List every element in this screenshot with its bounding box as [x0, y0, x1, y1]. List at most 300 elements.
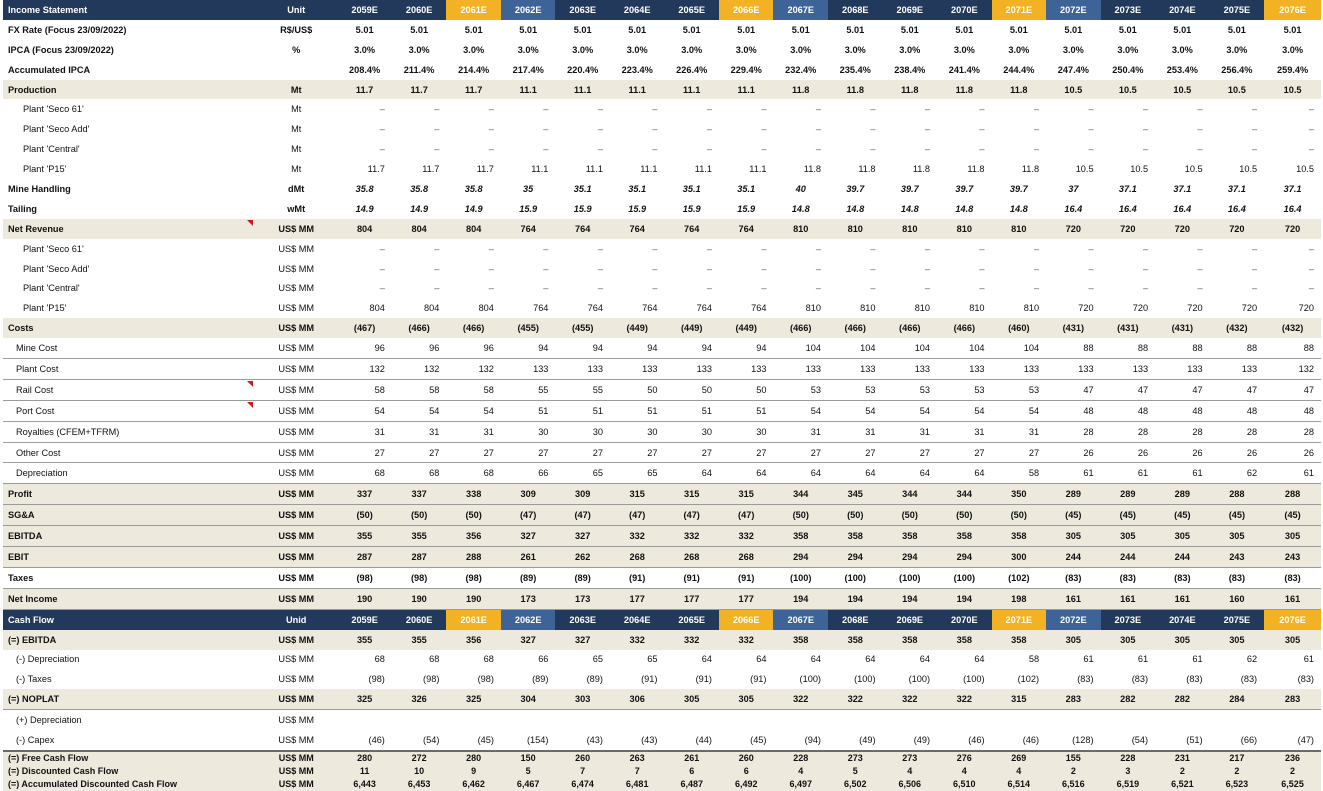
row-unit[interactable]: US$ MM: [278, 243, 315, 254]
value-cell[interactable]: –: [979, 104, 985, 115]
value-cell[interactable]: (431): [1046, 318, 1101, 338]
value-cell[interactable]: 177: [664, 588, 719, 609]
value-cell[interactable]: 68: [337, 463, 392, 484]
row-label[interactable]: (+) Depreciation: [16, 715, 82, 726]
value-cell[interactable]: 27: [501, 442, 556, 463]
value-cell[interactable]: 177: [610, 588, 665, 609]
value-cell[interactable]: 804: [424, 303, 440, 314]
value-cell[interactable]: 358: [828, 526, 883, 547]
value-cell[interactable]: 58: [992, 463, 1047, 484]
value-cell[interactable]: 272: [392, 751, 447, 765]
value-cell[interactable]: –: [434, 283, 440, 294]
value-cell[interactable]: 51: [719, 400, 774, 421]
value-cell[interactable]: 15.9: [737, 203, 756, 214]
value-cell[interactable]: 3.0%: [844, 44, 866, 55]
value-cell[interactable]: –: [815, 124, 821, 135]
value-cell[interactable]: 68: [483, 654, 494, 665]
value-cell[interactable]: 132: [392, 359, 447, 380]
value-cell[interactable]: (102): [992, 567, 1047, 588]
value-cell[interactable]: 10.5: [1101, 80, 1156, 100]
value-cell[interactable]: (460): [992, 318, 1047, 338]
value-cell[interactable]: 358: [937, 630, 992, 650]
value-cell[interactable]: 26: [1210, 442, 1265, 463]
value-cell[interactable]: 3.0%: [1282, 44, 1304, 55]
row-unit[interactable]: US$ MM: [278, 715, 315, 726]
value-cell[interactable]: –: [706, 243, 712, 254]
row-unit[interactable]: wMt: [287, 203, 306, 214]
value-cell[interactable]: 26: [1155, 442, 1210, 463]
value-cell[interactable]: 11.8: [1021, 164, 1040, 175]
value-cell[interactable]: –: [1252, 104, 1258, 115]
value-cell[interactable]: 94: [664, 338, 719, 358]
value-cell[interactable]: –: [434, 263, 440, 274]
value-cell[interactable]: 51: [501, 400, 556, 421]
row-unit[interactable]: US$ MM: [278, 303, 315, 314]
value-cell[interactable]: 4: [992, 765, 1047, 778]
value-cell[interactable]: 53: [883, 379, 938, 400]
value-cell[interactable]: 96: [392, 338, 447, 358]
value-cell[interactable]: 31: [937, 421, 992, 442]
value-cell[interactable]: 10: [392, 765, 447, 778]
value-cell[interactable]: 64: [773, 463, 828, 484]
value-cell[interactable]: (89): [501, 567, 556, 588]
row-unit[interactable]: US$ MM: [255, 751, 337, 765]
value-cell[interactable]: 30: [719, 421, 774, 442]
value-cell[interactable]: 16.4: [1064, 203, 1083, 214]
value-cell[interactable]: 315: [719, 484, 774, 505]
value-cell[interactable]: 11.1: [585, 164, 603, 175]
value-cell[interactable]: 14.8: [846, 203, 865, 214]
value-cell[interactable]: 5.01: [628, 24, 647, 35]
value-cell[interactable]: 37.1: [1283, 183, 1302, 194]
value-cell[interactable]: 325: [446, 689, 501, 709]
year-header[interactable]: 2075E: [1210, 609, 1265, 629]
year-header[interactable]: 2074E: [1155, 0, 1210, 20]
row-label[interactable]: IPCA (Focus 23/09/2022): [8, 44, 114, 55]
value-cell[interactable]: 133: [1155, 359, 1210, 380]
value-cell[interactable]: (94): [773, 730, 828, 751]
income-statement-title[interactable]: Income Statement: [3, 0, 255, 20]
value-cell[interactable]: 16.4: [1118, 203, 1137, 214]
value-cell[interactable]: 243: [1210, 547, 1265, 568]
value-cell[interactable]: 64: [828, 463, 883, 484]
row-label[interactable]: Costs: [3, 318, 255, 338]
year-header[interactable]: 2061E: [446, 0, 501, 20]
value-cell[interactable]: 10.5: [1239, 164, 1258, 175]
value-cell[interactable]: 720: [1078, 303, 1094, 314]
value-cell[interactable]: 61: [1046, 463, 1101, 484]
value-cell[interactable]: 7: [610, 765, 665, 778]
value-cell[interactable]: 11.8: [967, 164, 985, 175]
comment-flag-icon[interactable]: [247, 402, 253, 408]
value-cell[interactable]: 88: [1101, 338, 1156, 358]
value-cell[interactable]: 804: [337, 219, 392, 239]
value-cell[interactable]: 269: [992, 751, 1047, 765]
value-cell[interactable]: (91): [610, 567, 665, 588]
value-cell[interactable]: 66: [538, 654, 549, 665]
value-cell[interactable]: 804: [392, 219, 447, 239]
value-cell[interactable]: –: [1088, 243, 1094, 254]
value-cell[interactable]: (50): [937, 505, 992, 526]
value-cell[interactable]: (89): [532, 674, 549, 685]
value-cell[interactable]: 65: [555, 463, 610, 484]
value-cell[interactable]: –: [706, 124, 712, 135]
row-unit[interactable]: US$ MM: [255, 778, 337, 791]
value-cell[interactable]: –: [924, 283, 931, 294]
value-cell[interactable]: (50): [883, 505, 938, 526]
value-cell[interactable]: 5.01: [955, 24, 974, 35]
value-cell[interactable]: –: [597, 104, 603, 115]
value-cell[interactable]: 355: [337, 630, 392, 650]
year-header[interactable]: 2076E: [1264, 0, 1321, 20]
value-cell[interactable]: 3.0%: [517, 44, 539, 55]
value-cell[interactable]: 28: [1210, 421, 1265, 442]
value-cell[interactable]: 94: [610, 338, 665, 358]
value-cell[interactable]: 11.1: [664, 80, 719, 100]
value-cell[interactable]: 133: [937, 359, 992, 380]
value-cell[interactable]: (45): [719, 730, 774, 751]
value-cell[interactable]: 27: [446, 442, 501, 463]
row-label[interactable]: EBIT: [3, 547, 255, 568]
value-cell[interactable]: (45): [1155, 505, 1210, 526]
value-cell[interactable]: –: [1088, 263, 1094, 274]
value-cell[interactable]: 11.8: [858, 164, 876, 175]
value-cell[interactable]: –: [379, 283, 385, 294]
value-cell[interactable]: 247.4%: [1057, 64, 1089, 75]
value-cell[interactable]: 28: [1264, 421, 1321, 442]
value-cell[interactable]: 358: [992, 630, 1047, 650]
value-cell[interactable]: –: [1252, 124, 1258, 135]
value-cell[interactable]: 194: [828, 588, 883, 609]
value-cell[interactable]: 322: [937, 689, 992, 709]
value-cell[interactable]: 306: [610, 689, 665, 709]
value-cell[interactable]: 3.0%: [408, 44, 430, 55]
row-unit[interactable]: US$ MM: [255, 689, 337, 709]
value-cell[interactable]: (49): [828, 730, 883, 751]
value-cell[interactable]: 229.4%: [730, 64, 762, 75]
value-cell[interactable]: 804: [446, 219, 501, 239]
value-cell[interactable]: (100): [883, 567, 938, 588]
row-label[interactable]: Plant 'P15': [23, 164, 67, 175]
value-cell[interactable]: (449): [664, 318, 719, 338]
value-cell[interactable]: 58: [446, 379, 501, 400]
value-cell[interactable]: 133: [664, 359, 719, 380]
value-cell[interactable]: 2: [1046, 765, 1101, 778]
value-cell[interactable]: –: [488, 243, 494, 254]
value-cell[interactable]: 720: [1264, 219, 1321, 239]
value-cell[interactable]: (98): [392, 567, 447, 588]
value-cell[interactable]: (45): [1101, 505, 1156, 526]
value-cell[interactable]: 61: [1137, 654, 1149, 665]
year-header[interactable]: 2068E: [828, 0, 883, 20]
value-cell[interactable]: 11.7: [446, 80, 501, 100]
value-cell[interactable]: 294: [937, 547, 992, 568]
value-cell[interactable]: –: [1308, 263, 1314, 274]
value-cell[interactable]: (466): [828, 318, 883, 338]
value-cell[interactable]: 14.8: [1009, 203, 1028, 214]
value-cell[interactable]: 64: [810, 654, 821, 665]
value-cell[interactable]: –: [1308, 144, 1314, 155]
value-cell[interactable]: 61: [1303, 654, 1314, 665]
value-cell[interactable]: 3.0%: [1171, 44, 1193, 55]
value-cell[interactable]: 253.4%: [1166, 64, 1198, 75]
value-cell[interactable]: 27: [992, 442, 1047, 463]
value-cell[interactable]: (100): [773, 567, 828, 588]
value-cell[interactable]: 6,506: [883, 778, 938, 791]
value-cell[interactable]: –: [488, 124, 494, 135]
value-cell[interactable]: 55: [501, 379, 556, 400]
value-cell[interactable]: 303: [555, 689, 610, 709]
value-cell[interactable]: 54: [392, 400, 447, 421]
value-cell[interactable]: –: [1088, 104, 1094, 115]
value-cell[interactable]: 5.01: [1283, 24, 1302, 35]
value-cell[interactable]: 173: [501, 588, 556, 609]
value-cell[interactable]: 228: [1101, 751, 1156, 765]
value-cell[interactable]: 358: [883, 630, 938, 650]
value-cell[interactable]: –: [979, 124, 985, 135]
value-cell[interactable]: 10.5: [1264, 80, 1321, 100]
value-cell[interactable]: 332: [664, 630, 719, 650]
value-cell[interactable]: –: [543, 283, 549, 294]
value-cell[interactable]: –: [1142, 124, 1149, 135]
value-cell[interactable]: 68: [446, 463, 501, 484]
value-cell[interactable]: –: [924, 124, 931, 135]
value-cell[interactable]: (466): [937, 318, 992, 338]
value-cell[interactable]: (47): [555, 505, 610, 526]
value-cell[interactable]: 27: [719, 442, 774, 463]
row-label[interactable]: Port Cost: [3, 400, 255, 421]
year-header[interactable]: 2067E: [773, 0, 828, 20]
value-cell[interactable]: 10.5: [1155, 80, 1210, 100]
row-unit[interactable]: Mt: [291, 164, 302, 175]
row-label[interactable]: Net Income: [3, 588, 255, 609]
value-cell[interactable]: (47): [719, 505, 774, 526]
row-unit[interactable]: [255, 60, 337, 80]
row-unit[interactable]: US$ MM: [255, 338, 337, 358]
value-cell[interactable]: (432): [1264, 318, 1321, 338]
value-cell[interactable]: 26: [1264, 442, 1321, 463]
value-cell[interactable]: (83): [1240, 674, 1258, 685]
value-cell[interactable]: 161: [1046, 588, 1101, 609]
comment-flag-icon[interactable]: [247, 220, 253, 226]
row-label[interactable]: (=) NOPLAT: [3, 689, 255, 709]
value-cell[interactable]: –: [434, 124, 440, 135]
value-cell[interactable]: 133: [555, 359, 610, 380]
row-label[interactable]: Royalties (CFEM+TFRM): [3, 421, 255, 442]
value-cell[interactable]: 327: [555, 630, 610, 650]
row-label[interactable]: Production: [3, 80, 255, 100]
row-unit[interactable]: Mt: [291, 144, 302, 155]
year-header[interactable]: 2061E: [446, 609, 501, 629]
value-cell[interactable]: 6,487: [664, 778, 719, 791]
year-header[interactable]: 2069E: [883, 0, 938, 20]
value-cell[interactable]: 11.1: [719, 80, 774, 100]
value-cell[interactable]: 3: [1101, 765, 1156, 778]
value-cell[interactable]: –: [652, 263, 658, 274]
value-cell[interactable]: (45): [1046, 505, 1101, 526]
value-cell[interactable]: (449): [610, 318, 665, 338]
value-cell[interactable]: 47: [1101, 379, 1156, 400]
value-cell[interactable]: 309: [555, 484, 610, 505]
value-cell[interactable]: (154): [501, 730, 556, 751]
value-cell[interactable]: 325: [337, 689, 392, 709]
value-cell[interactable]: 6,497: [773, 778, 828, 791]
value-cell[interactable]: 35.1: [628, 183, 647, 194]
value-cell[interactable]: 263: [610, 751, 665, 765]
value-cell[interactable]: –: [870, 243, 876, 254]
value-cell[interactable]: 161: [1264, 588, 1321, 609]
value-cell[interactable]: 5.01: [1009, 24, 1028, 35]
value-cell[interactable]: 47: [1210, 379, 1265, 400]
row-label[interactable]: Accumulated IPCA: [8, 64, 91, 75]
value-cell[interactable]: –: [597, 144, 603, 155]
value-cell[interactable]: 62: [1246, 654, 1258, 665]
value-cell[interactable]: 30: [501, 421, 556, 442]
row-label[interactable]: Mine Handling: [8, 183, 71, 194]
value-cell[interactable]: 315: [610, 484, 665, 505]
value-cell[interactable]: 355: [337, 526, 392, 547]
value-cell[interactable]: 268: [610, 547, 665, 568]
value-cell[interactable]: 39.7: [955, 183, 974, 194]
value-cell[interactable]: –: [597, 283, 603, 294]
year-header[interactable]: 2059E: [337, 0, 392, 20]
value-cell[interactable]: 194: [937, 588, 992, 609]
value-cell[interactable]: –: [815, 263, 821, 274]
row-unit[interactable]: %: [292, 44, 301, 55]
value-cell[interactable]: 315: [992, 689, 1047, 709]
year-header[interactable]: 2073E: [1101, 0, 1156, 20]
value-cell[interactable]: 337: [392, 484, 447, 505]
value-cell[interactable]: 6,443: [337, 778, 392, 791]
value-cell[interactable]: 10.5: [1296, 164, 1314, 175]
value-cell[interactable]: 305: [1101, 526, 1156, 547]
value-cell[interactable]: (50): [828, 505, 883, 526]
value-cell[interactable]: 6,481: [610, 778, 665, 791]
row-label[interactable]: FX Rate (Focus 23/09/2022): [8, 24, 127, 35]
value-cell[interactable]: 88: [1155, 338, 1210, 358]
value-cell[interactable]: 55: [555, 379, 610, 400]
value-cell[interactable]: –: [1033, 243, 1040, 254]
value-cell[interactable]: –: [815, 283, 821, 294]
value-cell[interactable]: –: [1142, 104, 1149, 115]
value-cell[interactable]: –: [761, 263, 767, 274]
value-cell[interactable]: –: [870, 144, 876, 155]
row-label[interactable]: Plant 'Seco Add': [23, 124, 90, 135]
value-cell[interactable]: 358: [773, 630, 828, 650]
value-cell[interactable]: 283: [1264, 689, 1321, 709]
value-cell[interactable]: 39.7: [1009, 183, 1028, 194]
value-cell[interactable]: 305: [719, 689, 774, 709]
value-cell[interactable]: (100): [963, 674, 985, 685]
value-cell[interactable]: 720: [1298, 303, 1314, 314]
value-cell[interactable]: 3.0%: [790, 44, 812, 55]
value-cell[interactable]: 11.7: [392, 80, 447, 100]
value-cell[interactable]: 173: [555, 588, 610, 609]
value-cell[interactable]: 54: [446, 400, 501, 421]
value-cell[interactable]: 7: [555, 765, 610, 778]
value-cell[interactable]: (100): [799, 674, 821, 685]
value-cell[interactable]: –: [1033, 263, 1040, 274]
value-cell[interactable]: 48: [1155, 400, 1210, 421]
value-cell[interactable]: 15.9: [573, 203, 592, 214]
year-header[interactable]: 2064E: [610, 0, 665, 20]
value-cell[interactable]: 332: [719, 526, 774, 547]
value-cell[interactable]: 810: [937, 219, 992, 239]
value-cell[interactable]: 5.01: [737, 24, 756, 35]
value-cell[interactable]: 64: [865, 654, 876, 665]
value-cell[interactable]: 244: [1046, 547, 1101, 568]
row-unit[interactable]: US$ MM: [255, 505, 337, 526]
value-cell[interactable]: 53: [773, 379, 828, 400]
value-cell[interactable]: 11.8: [992, 80, 1047, 100]
row-label[interactable]: Mine Cost: [3, 338, 255, 358]
value-cell[interactable]: (47): [664, 505, 719, 526]
value-cell[interactable]: 31: [446, 421, 501, 442]
value-cell[interactable]: –: [597, 243, 603, 254]
value-cell[interactable]: –: [815, 104, 821, 115]
value-cell[interactable]: (54): [1101, 730, 1156, 751]
value-cell[interactable]: 268: [664, 547, 719, 568]
value-cell[interactable]: –: [761, 243, 767, 254]
value-cell[interactable]: 14.9: [355, 203, 374, 214]
value-cell[interactable]: 65: [647, 654, 658, 665]
row-unit[interactable]: Mt: [291, 124, 302, 135]
value-cell[interactable]: –: [488, 144, 494, 155]
value-cell[interactable]: 327: [555, 526, 610, 547]
value-cell[interactable]: –: [1197, 124, 1203, 135]
value-cell[interactable]: [992, 710, 1047, 730]
row-unit[interactable]: Mt: [291, 104, 302, 115]
value-cell[interactable]: (100): [908, 674, 931, 685]
value-cell[interactable]: 5.01: [1064, 24, 1083, 35]
value-cell[interactable]: 358: [883, 526, 938, 547]
value-cell[interactable]: 3.0%: [1117, 44, 1139, 55]
value-cell[interactable]: 11.1: [640, 164, 658, 175]
value-cell[interactable]: 11.7: [337, 80, 392, 100]
value-cell[interactable]: –: [543, 104, 549, 115]
value-cell[interactable]: 11.1: [501, 80, 556, 100]
value-cell[interactable]: 37.1: [1173, 183, 1192, 194]
year-header[interactable]: 2063E: [555, 609, 610, 629]
value-cell[interactable]: 51: [664, 400, 719, 421]
value-cell[interactable]: 262: [555, 547, 610, 568]
value-cell[interactable]: 104: [883, 338, 938, 358]
value-cell[interactable]: 305: [1046, 630, 1101, 650]
value-cell[interactable]: 720: [1155, 219, 1210, 239]
value-cell[interactable]: 64: [919, 654, 931, 665]
value-cell[interactable]: 326: [392, 689, 447, 709]
value-cell[interactable]: 6,502: [828, 778, 883, 791]
value-cell[interactable]: –: [1142, 243, 1149, 254]
value-cell[interactable]: –: [1308, 124, 1314, 135]
value-cell[interactable]: –: [1252, 144, 1258, 155]
value-cell[interactable]: –: [543, 144, 549, 155]
value-cell[interactable]: 356: [446, 630, 501, 650]
value-cell[interactable]: 62: [1210, 463, 1265, 484]
value-cell[interactable]: 259.4%: [1276, 64, 1309, 75]
value-cell[interactable]: 3.0%: [681, 44, 703, 55]
value-cell[interactable]: –: [706, 104, 712, 115]
value-cell[interactable]: [937, 710, 992, 730]
value-cell[interactable]: 58: [392, 379, 447, 400]
value-cell[interactable]: 9: [446, 765, 501, 778]
value-cell[interactable]: 720: [1101, 219, 1156, 239]
value-cell[interactable]: (44): [664, 730, 719, 751]
value-cell[interactable]: 764: [533, 303, 549, 314]
value-cell[interactable]: (83): [1297, 674, 1314, 685]
value-cell[interactable]: 61: [1101, 463, 1156, 484]
year-header[interactable]: 2066E: [719, 609, 774, 629]
